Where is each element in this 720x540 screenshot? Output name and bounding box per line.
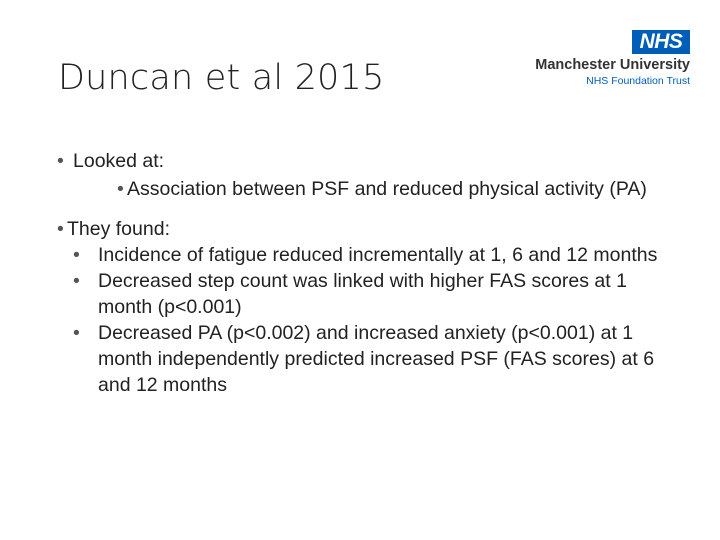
slide-title: Duncan et al 2015 xyxy=(58,58,385,98)
list-item xyxy=(57,268,677,320)
bullet-icon: • xyxy=(73,322,80,344)
bullet-looked-at xyxy=(57,148,677,174)
bullet-icon: • xyxy=(117,178,124,200)
list-item xyxy=(117,176,677,202)
org-subtitle: NHS Foundation Trust xyxy=(586,75,690,87)
slide-body xyxy=(57,148,677,398)
bullet-icon: • xyxy=(57,218,64,240)
list-item-text: Decreased step count was linked with higher FAS scores at 1 month (p<0.001) xyxy=(98,270,627,318)
bullet-label: Looked at: xyxy=(73,150,165,172)
bullet-they-found xyxy=(57,216,677,242)
bullet-icon: • xyxy=(57,150,64,172)
list-item-text: Incidence of fatigue reduced incrementally at 1, 6 and 12 months xyxy=(98,244,658,266)
list-item-text: Decreased PA (p<0.002) and increased anxiety (p<0.001) at 1 month independently predicted increased PSF (FAS scores) at 6 and 12 months xyxy=(98,322,655,396)
org-name: Manchester University xyxy=(535,57,690,73)
sub-bullet-list xyxy=(57,176,677,202)
bullet-icon: • xyxy=(73,244,80,266)
nhs-badge: NHS xyxy=(632,30,690,54)
list-item xyxy=(57,320,677,398)
nhs-logo xyxy=(510,30,690,90)
list-item xyxy=(57,242,677,268)
bullet-icon: • xyxy=(73,270,80,292)
list-item-text: Association between PSF and reduced physical activity (PA) xyxy=(127,178,647,200)
bullet-label: They found: xyxy=(67,218,170,240)
